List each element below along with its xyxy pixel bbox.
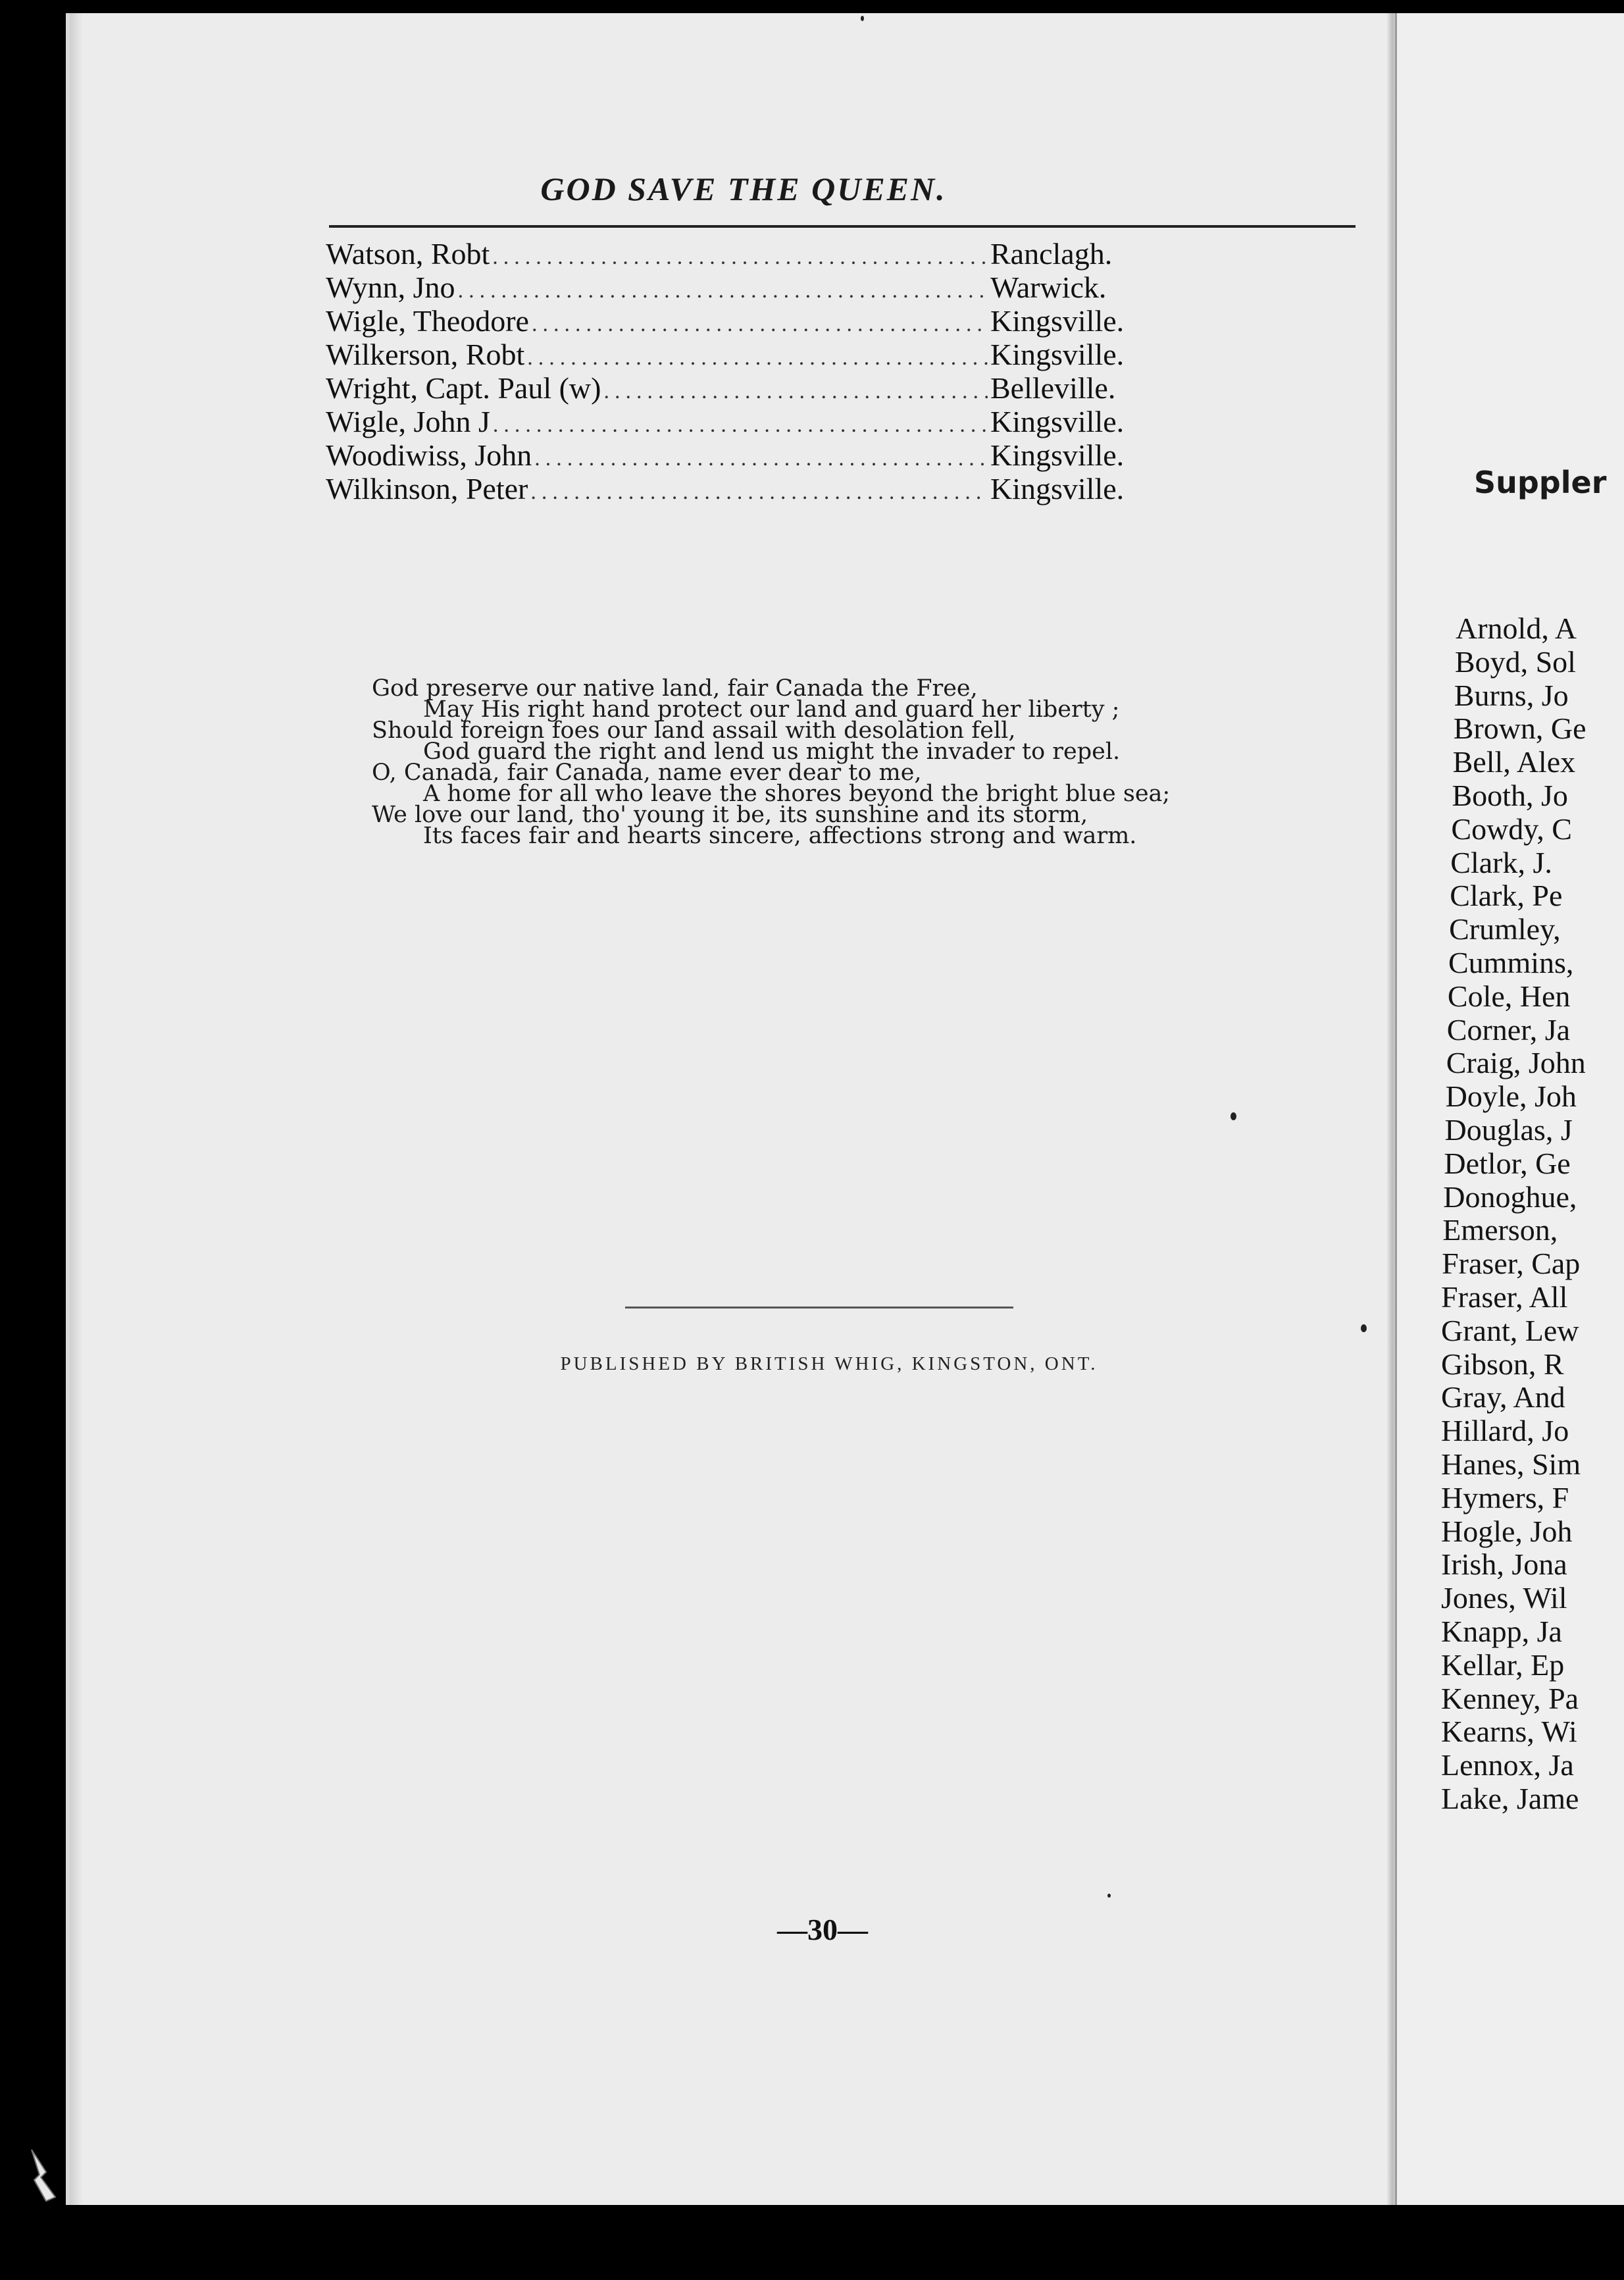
leader-dots xyxy=(492,240,988,274)
roster-place: Ranclagh. xyxy=(990,237,1113,271)
supplement-name: Clark, J. xyxy=(1450,845,1552,879)
roster-name: Wynn, Jno xyxy=(326,271,455,304)
supplement-name: Donoghue, xyxy=(1443,1179,1577,1214)
roster-place: Kingsville. xyxy=(990,405,1125,438)
supplement-name: Gray, And xyxy=(1441,1380,1565,1414)
publisher-imprint: PUBLISHED BY BRITISH WHIG, KINGSTON, ONT. xyxy=(560,1353,1098,1374)
supplement-name: Bell, Alex xyxy=(1452,745,1576,779)
supplement-list xyxy=(1441,612,1624,1816)
supplement-name: Arnold, A xyxy=(1456,612,1577,645)
roster-row xyxy=(326,237,1155,271)
page-number: —30— xyxy=(777,1913,868,1946)
verse-line: God preserve our native land, fair Canada the Free, xyxy=(372,675,978,702)
supplement-name: Douglas, J xyxy=(1444,1112,1573,1147)
verse-line: O, Canada, fair Canada, name ever dear to me, xyxy=(372,760,922,786)
leader-dots xyxy=(603,375,988,408)
roster-row xyxy=(326,371,1155,405)
roster-place: Kingsville. xyxy=(990,438,1125,472)
roster-name: Wigle, Theodore xyxy=(326,304,529,338)
supplement-name: Hillard, Jo xyxy=(1441,1414,1569,1448)
leader-dots xyxy=(527,341,988,375)
supplement-name: Hogle, Joh xyxy=(1441,1514,1573,1548)
roster-name: Wright, Capt. Paul (w) xyxy=(326,371,601,405)
roster-name: Wilkinson, Peter xyxy=(326,472,528,505)
leader-dots xyxy=(534,442,988,475)
running-head: GOD SAVE THE QUEEN. xyxy=(540,170,947,207)
supplement-name: Burns, Jo xyxy=(1454,678,1569,712)
verse-line: A home for all who leave the shores beyond the bright blue sea; xyxy=(423,781,1171,807)
supplement-name: Booth, Jo xyxy=(1452,778,1568,812)
supplement-name: Cowdy, C xyxy=(1451,812,1572,846)
leader-dots xyxy=(493,408,988,442)
roster-name: Watson, Robt xyxy=(326,237,490,271)
supplement-name: Gibson, R xyxy=(1441,1347,1564,1381)
supplement-name: Clark, Pe xyxy=(1450,879,1563,913)
ink-speck xyxy=(1361,1324,1367,1332)
roster-row xyxy=(326,338,1155,371)
leader-dots xyxy=(458,274,988,307)
roster-name: Wigle, John J xyxy=(326,405,490,438)
ink-speck xyxy=(1231,1112,1236,1120)
supplement-name: Hanes, Sim xyxy=(1441,1447,1581,1481)
roster-name: Woodiwiss, John xyxy=(326,438,532,472)
ink-speck xyxy=(861,16,864,21)
supplement-name: Grant, Lew xyxy=(1441,1313,1579,1347)
roster-name: Wilkerson, Robt xyxy=(326,338,525,371)
supplement-name: Kearns, Wi xyxy=(1441,1715,1577,1749)
roster-place: Warwick. xyxy=(990,271,1107,304)
supplement-name: Lake, Jame xyxy=(1441,1781,1579,1815)
leader-dots xyxy=(532,307,988,341)
roster-place: Kingsville. xyxy=(990,304,1125,338)
head-rule xyxy=(329,225,1356,228)
supplement-name: Cole, Hen xyxy=(1447,979,1571,1013)
supplement-name: Lennox, Ja xyxy=(1441,1748,1574,1782)
supplement-name: Kenney, Pa xyxy=(1441,1681,1579,1715)
supplement-name: Hymers, F xyxy=(1441,1480,1569,1515)
supplement-name: Detlor, Ge xyxy=(1444,1146,1571,1180)
imprint-rule xyxy=(625,1307,1013,1308)
anthem-verse xyxy=(372,675,1306,849)
supplement-name: Emerson, xyxy=(1442,1213,1558,1247)
roster-place: Kingsville. xyxy=(990,472,1125,505)
roster-row xyxy=(326,304,1155,338)
supplement-name: Kellar, Ep xyxy=(1441,1647,1565,1682)
roster-row xyxy=(326,271,1155,304)
roster-row xyxy=(326,438,1155,472)
page-curl-mark xyxy=(26,2146,66,2205)
supplement-name: Boyd, Sol xyxy=(1454,644,1576,679)
verse-line: We love our land, tho' young it be, its sunshine and its storm, xyxy=(372,802,1088,828)
ink-speck xyxy=(1107,1894,1111,1898)
leader-dots xyxy=(530,475,988,509)
supplement-name: Cummins, xyxy=(1448,945,1574,979)
supplement-name: Brown, Ge xyxy=(1453,712,1586,746)
name-roster xyxy=(326,237,1155,505)
supplement-name: Fraser, Cap xyxy=(1442,1247,1581,1281)
supplement-name: Doyle, Joh xyxy=(1445,1079,1577,1114)
verse-line: May His right hand protect our land and guard her liberty ; xyxy=(423,696,1120,723)
verse-line: Should foreign foes our land assail with desolation fell, xyxy=(372,717,1016,744)
roster-row xyxy=(326,405,1155,438)
supplement-name: Craig, John xyxy=(1446,1046,1586,1080)
verse-line: God guard the right and lend us might the invader to repel. xyxy=(423,738,1121,765)
supplement-name: Jones, Wil xyxy=(1441,1581,1567,1615)
supplement-name: Irish, Jona xyxy=(1441,1547,1567,1582)
roster-place: Belleville. xyxy=(990,371,1116,405)
roster-row xyxy=(326,472,1155,505)
supplement-name: Fraser, All xyxy=(1441,1280,1568,1314)
roster-place: Kingsville. xyxy=(990,338,1125,371)
supplement-name: Crumley, xyxy=(1449,912,1561,946)
supplement-heading: Suppler xyxy=(1474,465,1607,500)
page-edge-shadow xyxy=(70,13,83,2205)
supplement-name: Knapp, Ja xyxy=(1441,1614,1562,1648)
supplement-name: Corner, Ja xyxy=(1446,1012,1571,1047)
verse-line: Its faces fair and hearts sincere, affections strong and warm. xyxy=(423,823,1137,849)
